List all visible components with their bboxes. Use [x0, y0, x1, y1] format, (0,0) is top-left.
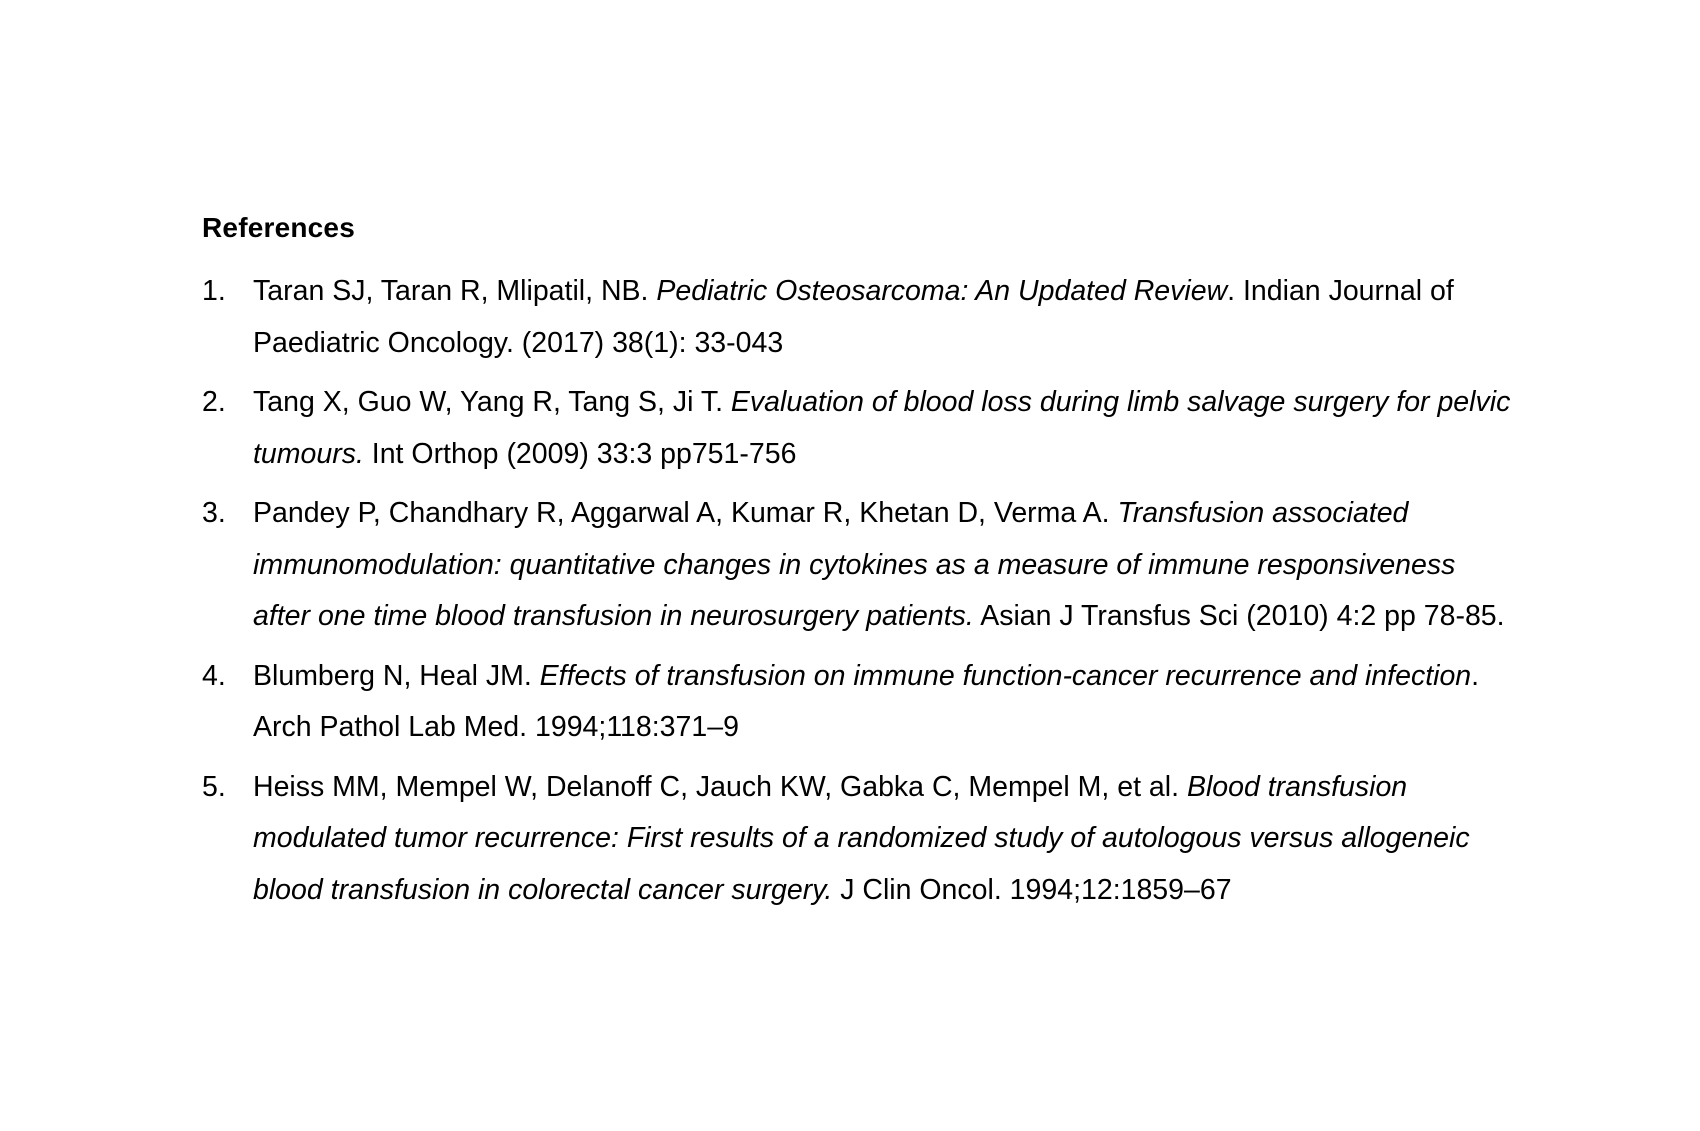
- reference-item-4: [202, 651, 1512, 754]
- reference-source: J Clin Oncol. 1994;12:1859–67: [832, 873, 1232, 906]
- reference-source: . Arch Pathol Lab Med. 1994;118:371–9: [253, 659, 1480, 743]
- reference-number: 3.: [202, 497, 226, 529]
- reference-item-2: [202, 377, 1512, 480]
- references-heading: References: [202, 212, 355, 243]
- reference-source: Asian J Transfus Sci (2010) 4:2 pp 78-85.: [973, 600, 1505, 632]
- reference-title: Blood transfusion modulated tumor recurrence: First results of a randomized study of autologous versus allogeneic blood transfusion in colorectal cancer surgery.: [253, 770, 1470, 906]
- reference-title: Effects of transfusion on immune function-cancer recurrence and infection: [539, 659, 1472, 692]
- reference-number: 4.: [202, 659, 226, 692]
- reference-number: 5.: [202, 770, 226, 803]
- reference-item-3: [202, 488, 1512, 643]
- reference-item-1: [202, 266, 1512, 369]
- reference-list: [202, 266, 1512, 924]
- reference-authors: Taran SJ, Taran R, Mlipatil, NB.: [253, 275, 657, 307]
- reference-number: 2.: [202, 386, 226, 418]
- reference-title: Pediatric Osteosarcoma: An Updated Review: [656, 275, 1228, 307]
- reference-number: 1.: [202, 275, 226, 307]
- reference-authors: Pandey P, Chandhary R, Aggarwal A, Kumar R, Khetan D, Verma A.: [253, 497, 1118, 529]
- reference-authors: Heiss MM, Mempel W, Delanoff C, Jauch KW, Gabka C, Mempel M, et al.: [253, 770, 1187, 803]
- reference-source: Int Orthop (2009) 33:3 pp751-756: [363, 437, 797, 470]
- reference-source: . Indian Journal of Paediatric Oncology. (2017) 38(1): 33-043: [253, 275, 1454, 359]
- reference-authors: Blumberg N, Heal JM.: [253, 659, 540, 692]
- reference-title: Transfusion associated immunomodulation: quantitative changes in cytokines as a measure of immune responsiveness after one time blood transfusion in neurosurgery patients.: [253, 497, 1456, 632]
- reference-item-5: [202, 762, 1512, 917]
- reference-title: Evaluation of blood loss during limb salvage surgery for pelvic tumours.: [253, 386, 1511, 470]
- reference-authors: Tang X, Guo W, Yang R, Tang S, Ji T.: [253, 386, 731, 418]
